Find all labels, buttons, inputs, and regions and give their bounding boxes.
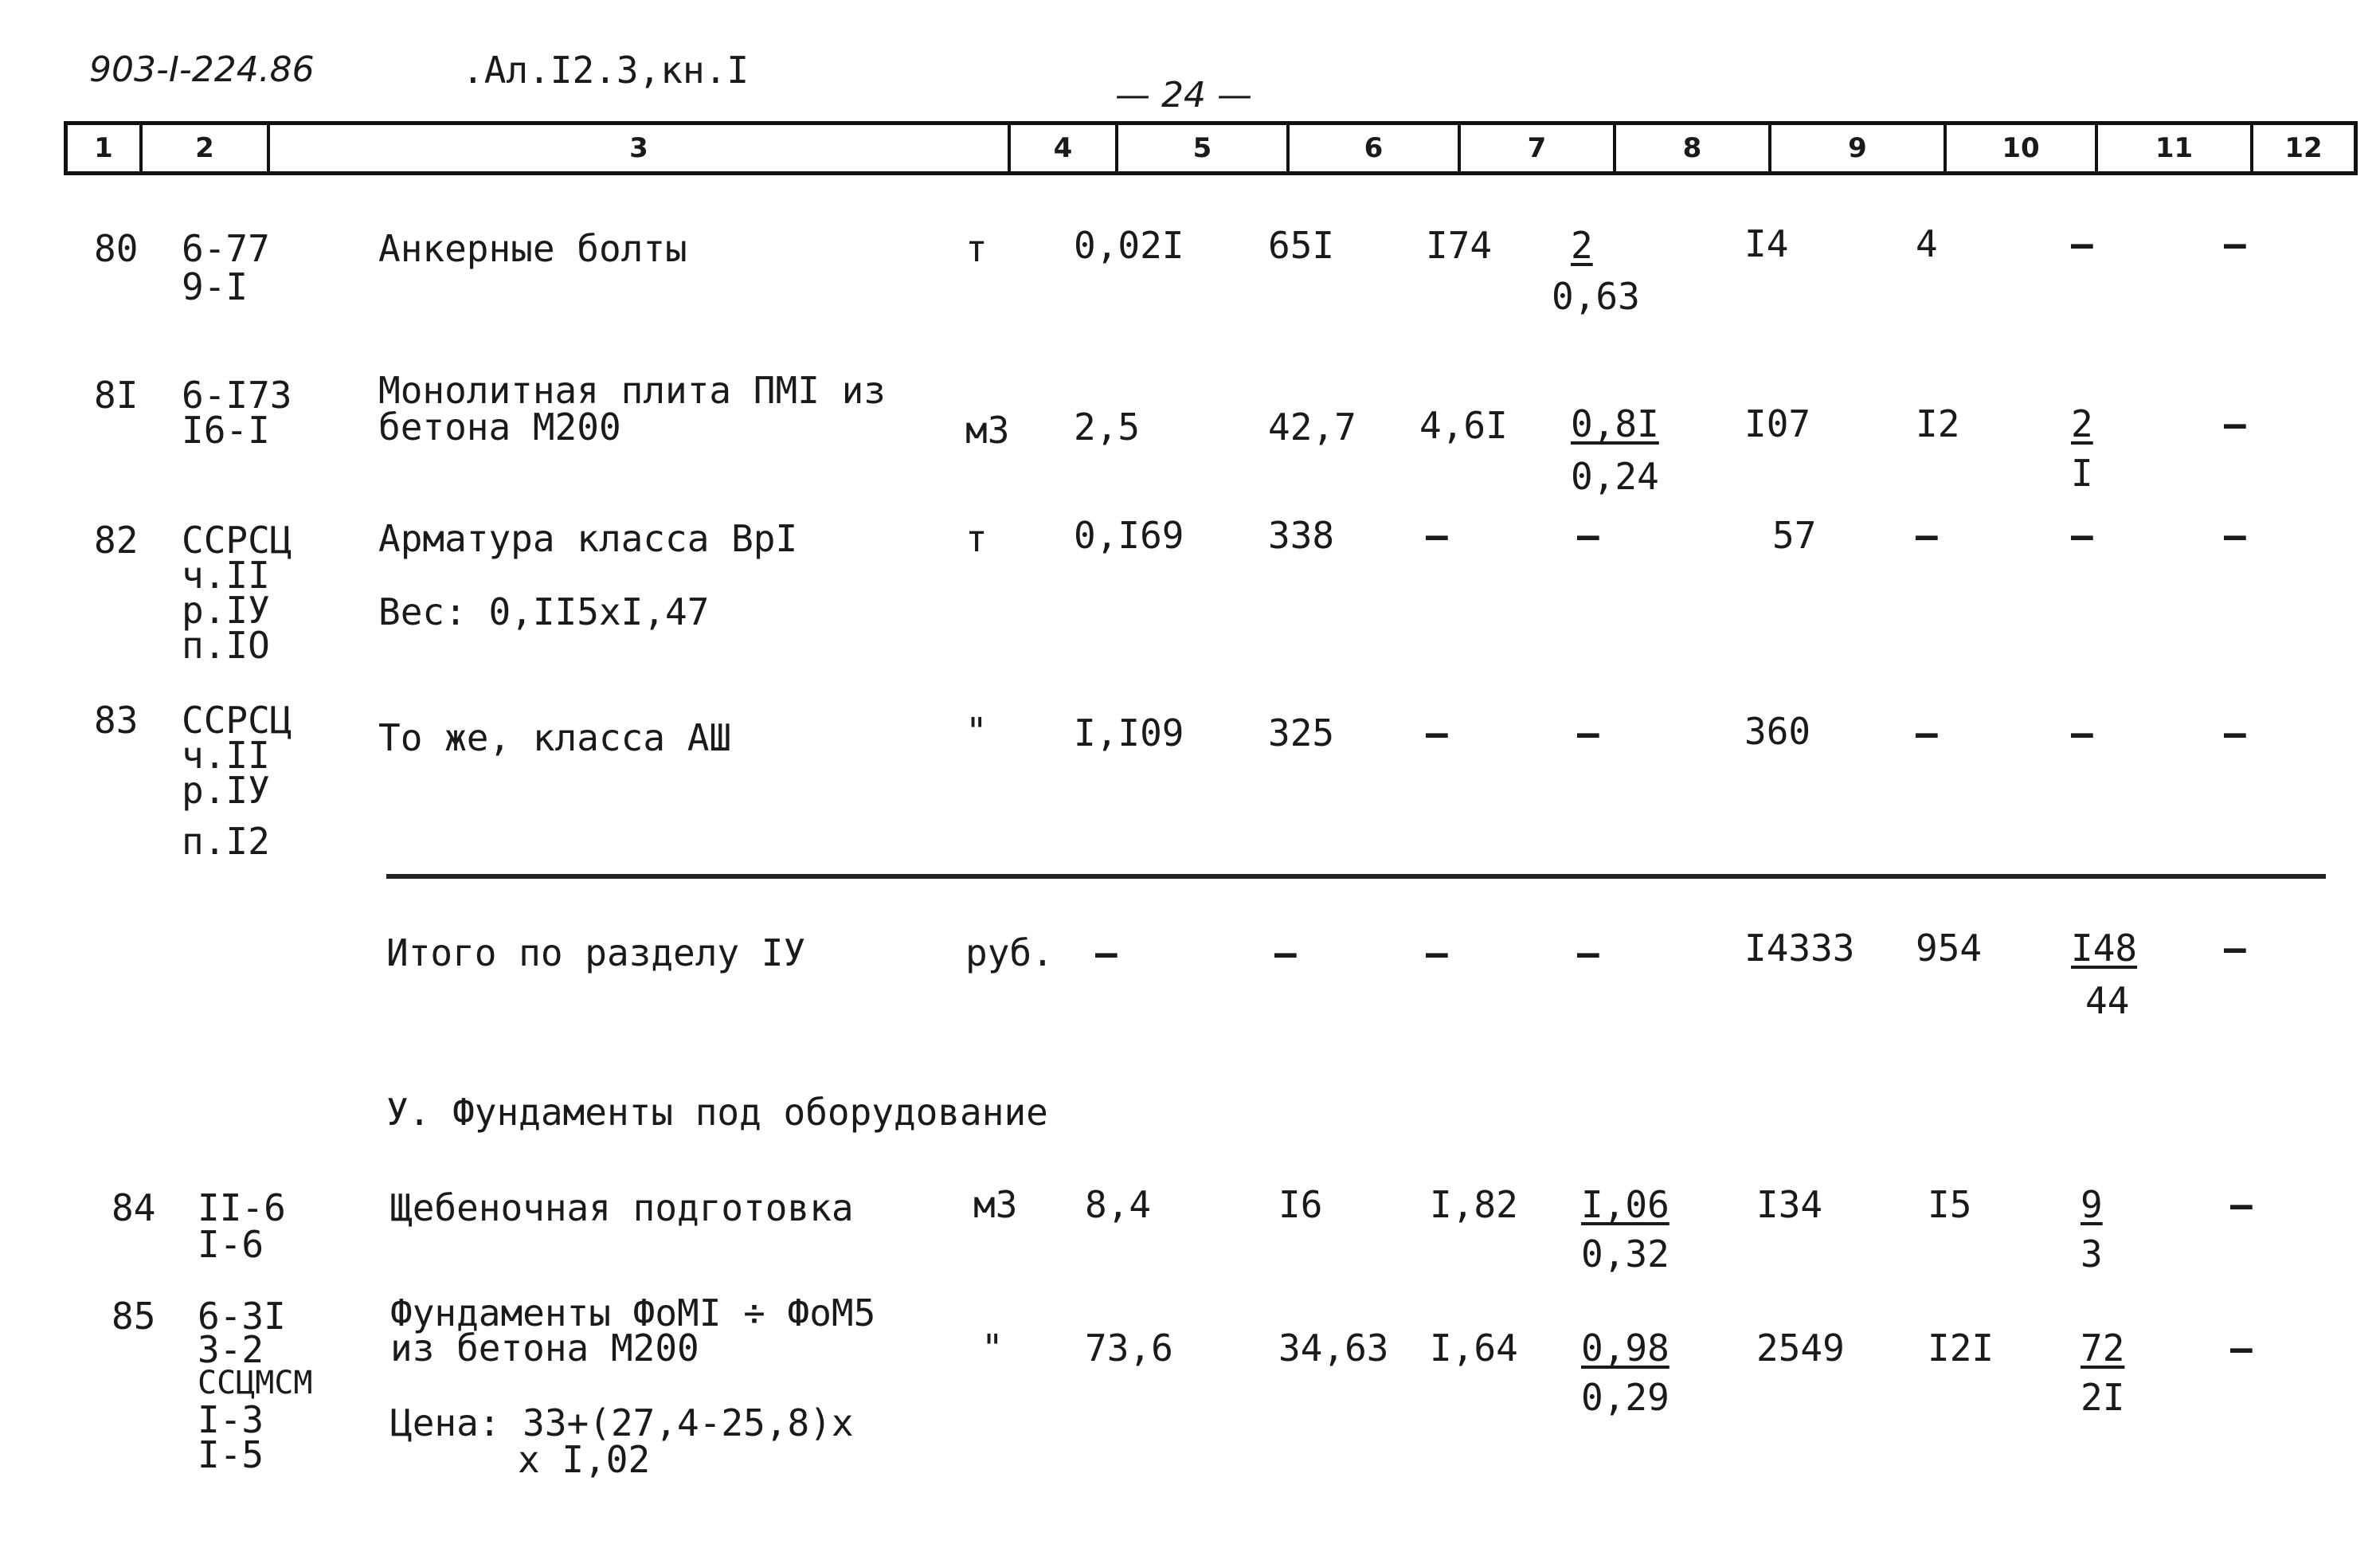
col-9-value: 360 bbox=[1744, 710, 1811, 753]
row-number: 85 bbox=[112, 1295, 156, 1338]
section-heading: У. Фундаменты под оборудование bbox=[386, 1091, 1048, 1134]
item-price-note: х I,02 bbox=[518, 1438, 651, 1481]
col-7-value: 4,6I bbox=[1419, 404, 1508, 447]
column-header-9: 9 bbox=[1768, 125, 1944, 171]
col-7-value: I,82 bbox=[1430, 1183, 1518, 1226]
total-label: Итого по разделу IУ bbox=[386, 931, 806, 974]
col-7-value: – bbox=[1426, 711, 1448, 754]
column-header-1: 1 bbox=[94, 132, 113, 164]
col-7-value: I74 bbox=[1426, 224, 1493, 267]
total-separator-line bbox=[386, 874, 2326, 879]
col-9-value: I07 bbox=[1744, 402, 1811, 445]
col-6-value: 65I bbox=[1268, 224, 1335, 267]
total-col-6: – bbox=[1274, 931, 1297, 974]
code-line: п.I2 bbox=[182, 820, 270, 863]
column-header-4: 4 bbox=[1008, 125, 1115, 171]
total-col-11-top: I48 bbox=[2071, 927, 2138, 970]
item-name: Арматура класса ВрI bbox=[378, 517, 798, 560]
total-col-12: – bbox=[2224, 927, 2246, 970]
total-col-7: – bbox=[1426, 931, 1448, 974]
col-11-top: 72 bbox=[2081, 1327, 2125, 1370]
col-8-top: I,06 bbox=[1581, 1183, 1670, 1226]
col-12-value: – bbox=[2230, 1327, 2253, 1370]
item-name: бетона М200 bbox=[378, 406, 621, 449]
col-12-value: – bbox=[2224, 402, 2246, 445]
code-line: ССРСЦ bbox=[182, 519, 292, 562]
col-5-value: 0,I69 bbox=[1074, 514, 1184, 557]
total-col-10: 954 bbox=[1916, 927, 1983, 970]
total-col-8: – bbox=[1577, 931, 1599, 974]
row-number: 82 bbox=[94, 519, 139, 562]
code-line: I6-I bbox=[182, 409, 270, 452]
code-line: ССРСЦ bbox=[182, 699, 292, 742]
col-10-value: I2 bbox=[1916, 402, 1960, 445]
col-8-bottom: 0,24 bbox=[1571, 455, 1659, 498]
col-8-top: 2 bbox=[1571, 224, 1593, 267]
col-11-value: – bbox=[2071, 711, 2093, 754]
code-line: р.IУ bbox=[182, 589, 270, 632]
col-11-value: – bbox=[2071, 222, 2093, 265]
col-12-value: – bbox=[2224, 514, 2246, 557]
column-header-10: 10 bbox=[1944, 125, 2095, 171]
col-8-bottom: 0,29 bbox=[1581, 1376, 1670, 1419]
total-col-5: – bbox=[1095, 931, 1118, 974]
col-6-value: 42,7 bbox=[1268, 406, 1356, 449]
column-header-7: 7 bbox=[1458, 125, 1613, 171]
column-header-row bbox=[64, 121, 2358, 175]
row-number: 83 bbox=[94, 699, 139, 742]
col-9-value: 2549 bbox=[1756, 1327, 1845, 1370]
code-line: I-6 bbox=[198, 1223, 264, 1266]
column-header-12: 12 bbox=[2250, 125, 2354, 171]
code-line: II-6 bbox=[198, 1186, 286, 1229]
col-6-value: 325 bbox=[1268, 711, 1335, 754]
code-line: I-5 bbox=[198, 1433, 264, 1476]
col-11-top: 2 bbox=[2071, 402, 2093, 445]
col-8-value: – bbox=[1577, 514, 1599, 557]
total-unit: руб. bbox=[965, 931, 1054, 974]
col-6-value: 338 bbox=[1268, 514, 1335, 557]
col-7-value: – bbox=[1426, 514, 1448, 557]
col-12-value: – bbox=[2224, 222, 2246, 265]
col-9-value: I34 bbox=[1756, 1183, 1823, 1226]
col-6-value: I6 bbox=[1278, 1183, 1323, 1226]
item-price-note: Цена: 33+(27,4-25,8)х bbox=[390, 1401, 854, 1444]
column-header-6: 6 bbox=[1286, 125, 1458, 171]
col-5-value: 8,4 bbox=[1085, 1183, 1152, 1226]
code-line: 6-3I bbox=[198, 1295, 286, 1338]
column-header-8: 8 bbox=[1613, 125, 1768, 171]
code-line: 6-I73 bbox=[182, 374, 292, 417]
col-9-value: I4 bbox=[1744, 222, 1789, 265]
col-11-bottom: 3 bbox=[2081, 1232, 2103, 1276]
code-line: ч.II bbox=[182, 554, 270, 597]
col-12-value: – bbox=[2230, 1183, 2253, 1226]
page-number: — 24 — bbox=[1115, 75, 1252, 116]
unit: т bbox=[965, 227, 988, 270]
code-line: 9-I bbox=[182, 265, 249, 308]
col-11-value: – bbox=[2071, 514, 2093, 557]
col-5-value: 73,6 bbox=[1085, 1327, 1173, 1370]
col-11-bottom: I bbox=[2071, 452, 2093, 495]
col-10-value: I2I bbox=[1928, 1327, 1994, 1370]
col-5-value: 2,5 bbox=[1074, 406, 1141, 449]
item-name: Монолитная плита ПМI из bbox=[378, 369, 886, 412]
code-line: р.IУ bbox=[182, 769, 270, 812]
column-header-2: 2 bbox=[139, 125, 267, 171]
col-10-value: – bbox=[1916, 514, 1938, 557]
col-11-bottom: 2I bbox=[2081, 1376, 2125, 1419]
unit: т bbox=[965, 517, 988, 560]
document-code: 903-I-224.86 bbox=[89, 49, 315, 90]
item-name: Щебеночная подготовка bbox=[390, 1186, 854, 1229]
item-name: из бетона М200 bbox=[390, 1327, 699, 1370]
item-name: Фундаменты ФоМI ÷ ФоМ5 bbox=[390, 1291, 876, 1334]
album-reference: .Ал.I2.3,кн.I bbox=[462, 49, 750, 92]
unit: " bbox=[965, 710, 988, 753]
row-number: 84 bbox=[112, 1186, 156, 1229]
col-8-bottom: 0,63 bbox=[1552, 275, 1640, 318]
item-weight-note: Вес: 0,II5хI,47 bbox=[378, 590, 710, 633]
code-line: 3-2 bbox=[198, 1328, 264, 1371]
col-8-top: 0,8I bbox=[1571, 402, 1659, 445]
column-header-11: 11 bbox=[2095, 125, 2250, 171]
unit: м3 bbox=[973, 1183, 1018, 1226]
col-5-value: I,I09 bbox=[1074, 711, 1184, 754]
column-header-5: 5 bbox=[1115, 125, 1286, 171]
col-10-value: 4 bbox=[1916, 222, 1938, 265]
col-8-value: – bbox=[1577, 711, 1599, 754]
row-number: 80 bbox=[94, 227, 139, 270]
code-line: I-3 bbox=[198, 1398, 264, 1441]
unit: м3 bbox=[965, 409, 1010, 452]
code-line: п.IО bbox=[182, 624, 270, 667]
col-5-value: 0,02I bbox=[1074, 224, 1184, 267]
code-line: 6-77 bbox=[182, 227, 270, 270]
row-number: 8I bbox=[94, 374, 139, 417]
total-col-11-bottom: 44 bbox=[2085, 979, 2130, 1022]
total-col-9: I4333 bbox=[1744, 927, 1855, 970]
col-12-value: – bbox=[2224, 711, 2246, 754]
col-8-top: 0,98 bbox=[1581, 1327, 1670, 1370]
col-7-value: I,64 bbox=[1430, 1327, 1518, 1370]
code-line: ССЦМСМ bbox=[198, 1365, 313, 1401]
col-8-bottom: 0,32 bbox=[1581, 1232, 1670, 1276]
col-11-top: 9 bbox=[2081, 1183, 2103, 1226]
col-6-value: 34,63 bbox=[1278, 1327, 1389, 1370]
item-name: То же, класса АШ bbox=[378, 716, 732, 759]
col-10-value: I5 bbox=[1928, 1183, 1972, 1226]
column-header-3: 3 bbox=[267, 125, 1008, 171]
col-9-value: 57 bbox=[1772, 514, 1817, 557]
col-10-value: – bbox=[1916, 711, 1938, 754]
unit: " bbox=[981, 1327, 1004, 1370]
code-line: ч.II bbox=[182, 734, 270, 777]
item-name: Анкерные болты bbox=[378, 227, 687, 270]
